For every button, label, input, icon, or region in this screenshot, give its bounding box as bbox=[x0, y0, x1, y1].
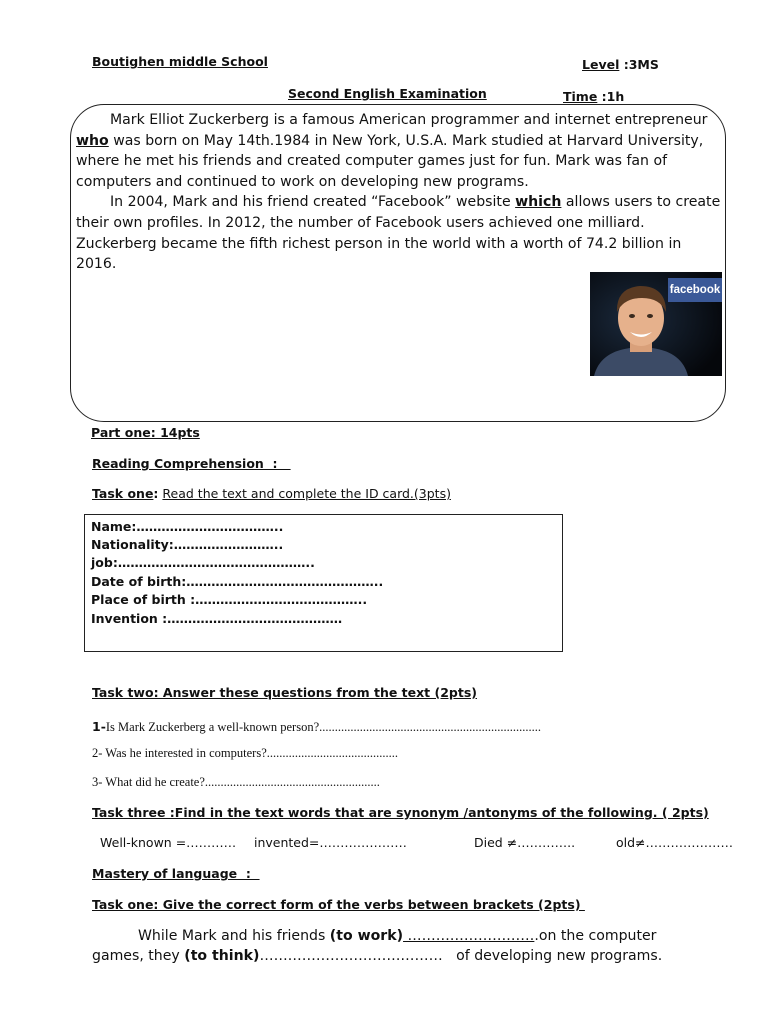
task-one-label: Task one bbox=[92, 486, 154, 501]
passage-paragraph-2 bbox=[76, 192, 724, 274]
question-1-number: 1- bbox=[92, 719, 106, 734]
p1-end: was born on May 14th.1984 in New York, U.S.A. Mark studied at Harvard University, where he met his friends and created computer games just for fun. Mark was fan of computers and continued to work on developing new programs. bbox=[76, 132, 704, 190]
id-name-field: Name:…………………………….. bbox=[91, 519, 284, 534]
reading-comprehension-heading: Reading Comprehension : bbox=[92, 456, 291, 471]
time-label: Time bbox=[563, 89, 598, 104]
time-value: :1h bbox=[597, 89, 625, 104]
question-1 bbox=[92, 716, 541, 735]
task-one-instruction: Read the text and complete the ID card.(3pts) bbox=[162, 486, 451, 501]
p2-end: allows users to create their own profiles. In 2012, the number of Facebook users achieved one milliard. Zuckerberg became the fifth richest person in the world with a worth of 74.2 billion in 2016. bbox=[76, 194, 721, 273]
verb-blank-1: ……………………… bbox=[403, 928, 535, 944]
passage-paragraph-1 bbox=[76, 110, 724, 192]
verb-exercise bbox=[92, 926, 712, 966]
level-label: Level bbox=[582, 57, 620, 72]
verb-blank-2: ………………………………… bbox=[259, 948, 443, 964]
synonym-item-invented: invented=………………… bbox=[254, 835, 407, 850]
task-one-line: Task one: Read the text and complete the ID card.(3pts) bbox=[92, 486, 451, 501]
id-card bbox=[84, 514, 563, 652]
level-value: :3MS bbox=[619, 57, 659, 72]
p1-start: Mark Elliot Zuckerberg is a famous American programmer and internet entrepreneur bbox=[110, 112, 708, 128]
synonym-item-well-known: Well-known =………… bbox=[100, 835, 237, 850]
reading-passage bbox=[76, 110, 724, 275]
id-date-of-birth-field: Date of birth:……………………………………….. bbox=[91, 574, 384, 589]
question-2: 2- Was he interested in computers?.......................................... bbox=[92, 746, 398, 760]
antonym-item-died: Died ≠………….. bbox=[474, 835, 576, 850]
relative-pronoun-which: which bbox=[515, 194, 562, 211]
question-1-text: Is Mark Zuckerberg a well-known person?....................................................................... bbox=[105, 720, 542, 734]
task-two-heading: Task two: Answer these questions from the text (2pts) bbox=[92, 685, 477, 700]
task-three-heading: Task three :Find in the text words that are synonym /antonyms of the following. ( 2pts) bbox=[92, 805, 709, 820]
id-nationality-field: Nationality:…………………….. bbox=[91, 537, 284, 552]
time-line bbox=[563, 86, 624, 105]
verb-sentence-part-3: of developing new programs. bbox=[442, 948, 663, 964]
verb-to-think: (to think) bbox=[184, 948, 260, 964]
p2-start: In 2004, Mark and his friend created “Facebook” website bbox=[110, 194, 516, 211]
exam-title: Second English Examination bbox=[288, 86, 487, 101]
id-place-of-birth-field: Place of birth :………………………………….. bbox=[91, 592, 368, 607]
verb-sentence-part-2: .on the computer games, they bbox=[92, 928, 657, 964]
id-invention-field: Invention :…………………………………… bbox=[91, 611, 343, 626]
verb-sentence-part-1: While Mark and his friends bbox=[138, 928, 330, 944]
question-3: 3- What did he create?........................................................ bbox=[92, 775, 380, 789]
facebook-logo: facebook bbox=[668, 278, 722, 302]
level-line bbox=[582, 54, 659, 73]
task-verbs-heading: Task one: Give the correct form of the verbs between brackets (2pts) bbox=[92, 897, 585, 912]
zuckerberg-photo bbox=[590, 272, 722, 376]
verb-to-work: (to work) bbox=[329, 928, 404, 944]
school-name: Boutighen middle School bbox=[92, 54, 268, 69]
id-job-field: job:……………………………………….. bbox=[91, 555, 315, 570]
antonym-item-old: old≠………………… bbox=[616, 835, 734, 850]
mastery-heading: Mastery of language : bbox=[92, 866, 260, 881]
relative-pronoun-who: who bbox=[76, 132, 109, 149]
part-one-heading: Part one: 14pts bbox=[91, 425, 200, 440]
